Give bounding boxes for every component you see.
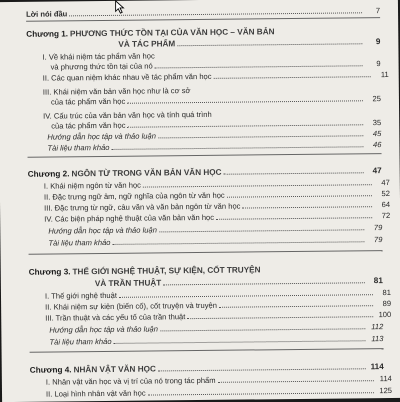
chapter-label: Chương 1. xyxy=(26,29,69,39)
page-number: 81 xyxy=(382,288,392,298)
page-number: 47 xyxy=(372,166,382,176)
dot-leader xyxy=(218,379,374,383)
entry-text: II. Đặc trưng ngữ âm, ngữ nghĩa của ngôn từ văn học xyxy=(43,190,225,202)
toc-entry xyxy=(38,384,392,399)
chapter-title: NHÂN VẬT VĂN HỌC xyxy=(73,364,156,375)
page-number: 46 xyxy=(372,140,382,150)
page-number: 11 xyxy=(380,70,389,80)
entry-text: III. Khái niệm văn bản văn học như là cơ sở xyxy=(42,86,191,97)
page-number: 79 xyxy=(373,223,383,233)
page-number: 64 xyxy=(381,200,391,210)
dot-leader xyxy=(112,145,364,150)
entry-text: I. Thế giới nghệ thuật xyxy=(44,290,118,301)
page-number: 81 xyxy=(373,276,383,286)
page-number: 100 xyxy=(378,310,392,320)
dot-leader xyxy=(163,281,365,285)
dot-leader xyxy=(114,339,366,344)
entry-text: IV. Các biện pháp nghệ thuật của văn bản văn học xyxy=(44,212,215,224)
chapter-title: THẾ GIỚI NGHỆ THUẬT, SỰ KIỆN, CỐT TRUYỆN xyxy=(72,265,261,277)
table-of-contents xyxy=(25,0,393,399)
page-number: 114 xyxy=(370,362,384,372)
chapter-title: PHƯƠNG THỨC TỒN TẠI CỦA VĂN HỌC – VĂN BẢN xyxy=(69,27,275,39)
entry-text: II. Khái niệm sự kiện (biến cố), cốt truyện và truyện xyxy=(45,300,217,312)
page-number: 72 xyxy=(381,211,391,221)
dot-leader xyxy=(148,391,374,395)
dot-leader xyxy=(242,205,372,208)
dot-leader xyxy=(224,171,364,174)
dot-leader xyxy=(113,240,365,245)
page-number: 52 xyxy=(381,189,390,199)
page-number: 35 xyxy=(372,118,382,128)
dot-leader xyxy=(177,42,362,46)
entry-text: III. Trần thuật và các yếu tố của trần thuật xyxy=(45,312,186,323)
entry-text: III. Đặc trưng từ ngữ, câu văn và văn bản ngôn từ văn học xyxy=(44,201,241,213)
toc-entry xyxy=(51,92,381,106)
entry-text: II. Loại hình nhân vật văn học xyxy=(45,388,146,399)
page-number: 47 xyxy=(381,178,390,188)
page-number: 25 xyxy=(372,94,381,104)
dot-leader xyxy=(216,216,372,220)
dot-leader xyxy=(159,228,364,232)
chapter-title-cont: VÀ TRẦN THUẬT xyxy=(94,278,162,289)
divider xyxy=(29,250,383,255)
page-number: 112 xyxy=(371,322,384,332)
entry-text: I. Khái niệm ngôn từ văn học xyxy=(43,180,142,191)
divider xyxy=(28,153,382,158)
dot-leader xyxy=(227,194,372,198)
entry-text: của tác phẩm văn học xyxy=(51,120,126,131)
dot-leader xyxy=(187,315,373,319)
toc-intro xyxy=(26,4,380,19)
entry-text: Hướng dẫn học tập và thảo luận xyxy=(49,324,159,335)
chapter-label: Chương 3. xyxy=(28,267,71,277)
mouse-pointer-icon xyxy=(114,0,126,14)
page-number: 89 xyxy=(382,299,392,309)
page-number: 9 xyxy=(376,59,381,69)
toc-entry xyxy=(35,68,389,83)
page-number: 7 xyxy=(375,6,381,16)
entry-text: và phương thức tồn tại của nó xyxy=(50,61,153,72)
entry-text: Tài liệu tham khảo xyxy=(48,237,111,248)
entry-text: của tác phẩm văn học xyxy=(50,96,126,107)
entry-text: I. Nhân vật văn học và vị trí của nó trong tác phẩm xyxy=(45,375,216,387)
page-number: 45 xyxy=(372,129,382,139)
toc-refs xyxy=(47,138,381,152)
page-number: 113 xyxy=(371,334,384,344)
divider xyxy=(30,348,384,353)
chapter-title: NGÔN TỪ TRONG VĂN BẢN VĂN HỌC xyxy=(71,167,222,179)
page-number: 79 xyxy=(373,235,383,245)
chapter-label: Chương 2. xyxy=(27,169,70,179)
toc-refs xyxy=(48,233,382,247)
entry-text: Tài liệu tham khảo xyxy=(47,142,110,153)
entry-text: Tài liệu tham khảo xyxy=(49,336,112,347)
intro-label: Lời nói đầu xyxy=(25,9,68,19)
page-number: 114 xyxy=(379,374,392,384)
dot-leader xyxy=(160,327,365,331)
dot-leader xyxy=(158,367,366,371)
entry-text: I. Về khái niệm tác phẩm văn học xyxy=(42,51,155,62)
page-number: 125 xyxy=(379,386,393,396)
entry-text: IV. Cấu trúc của văn bản văn học và tính quá trình xyxy=(43,109,212,121)
toc-refs xyxy=(49,332,383,346)
page-number: 9 xyxy=(375,37,381,47)
entry-text: Hướng dẫn học tập và thảo luận xyxy=(48,225,157,236)
entry-text: Hướng dẫn học tập và thảo luận xyxy=(47,131,156,142)
dot-leader xyxy=(214,75,371,79)
dot-leader xyxy=(127,99,363,103)
chapter-label: Chương 4. xyxy=(29,365,72,375)
dot-leader xyxy=(219,304,373,308)
chapter-title-cont: VÀ TÁC PHẨM xyxy=(118,39,176,49)
entry-text: II. Các quan niệm khác nhau về tác phẩm văn học xyxy=(42,71,212,83)
